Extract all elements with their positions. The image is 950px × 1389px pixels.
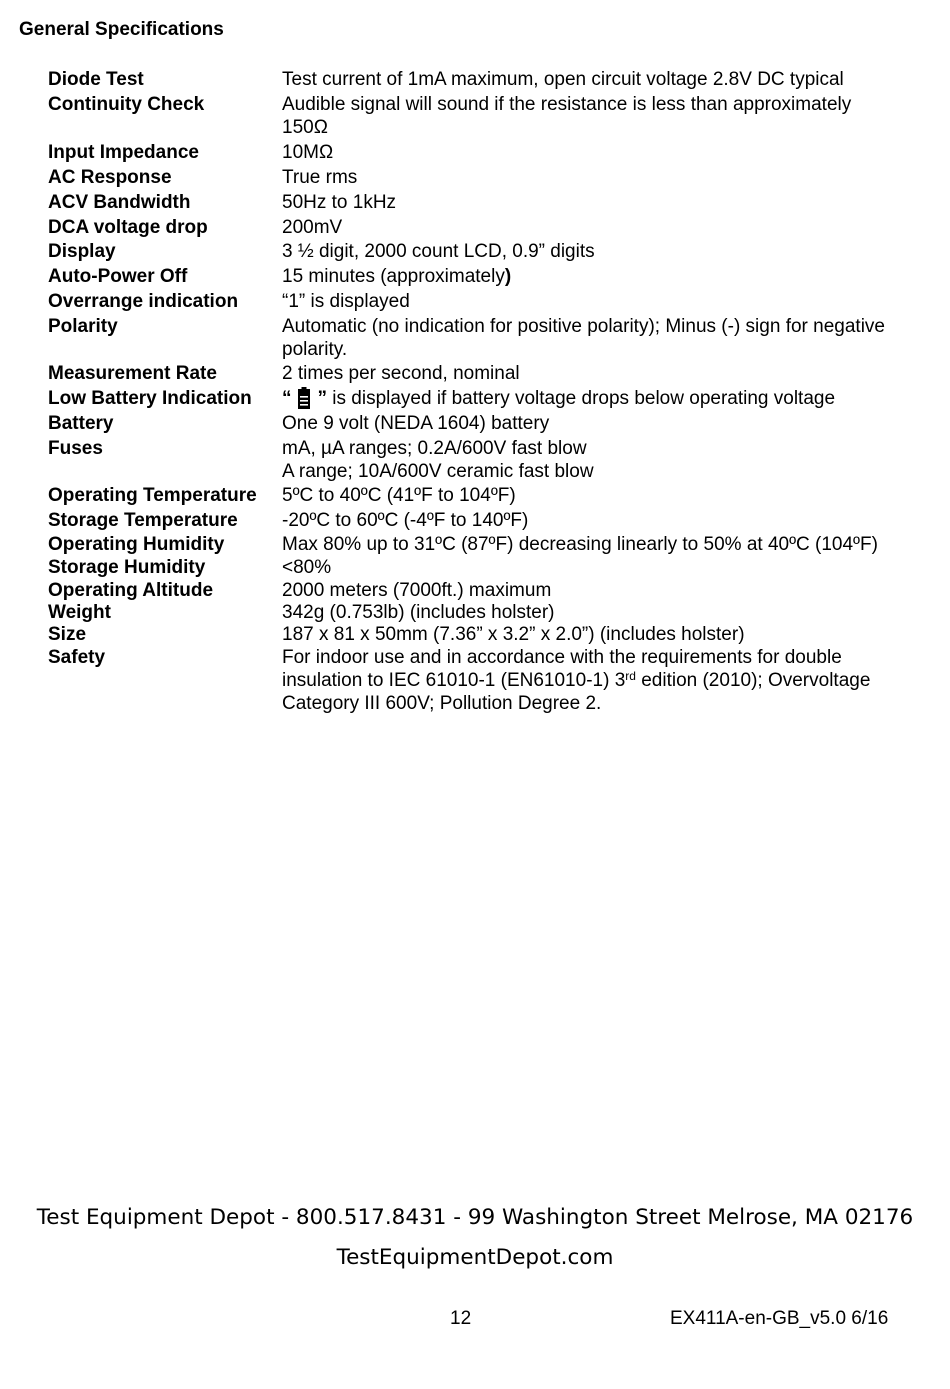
spec-label: Measurement Rate — [48, 363, 217, 384]
spec-value-line: Test current of 1mA maximum, open circuit voltage 2.8V DC typical — [282, 69, 844, 90]
spec-label: Storage Temperature — [48, 510, 238, 531]
spec-label: Battery — [48, 413, 114, 434]
spec-value-line: insulation to IEC 61010-1 (EN61010-1) 3 — [282, 670, 626, 691]
spec-value — [282, 412, 922, 435]
spec-value-line: True rms — [282, 167, 358, 188]
spec-value-line: A range; 10A/600V ceramic fast blow — [282, 461, 594, 482]
spec-value-line: 10MΩ — [282, 142, 334, 163]
spec-value-line: 200mV — [282, 217, 343, 238]
spec-value — [282, 484, 922, 507]
spec-value-line: 2000 meters (7000ft.) maximum — [282, 580, 552, 601]
footer-website: TestEquipmentDepot.com — [336, 1245, 614, 1270]
spec-label: Overrange indication — [48, 291, 239, 312]
spec-label: DCA voltage drop — [48, 217, 208, 238]
document-code: EX411A-en-GB_v5.0 6/16 — [670, 1308, 889, 1329]
spec-value — [282, 166, 922, 189]
spec-value — [282, 556, 922, 579]
spec-value-line: 150Ω — [282, 117, 328, 138]
spec-value-line: 2 times per second, nominal — [282, 363, 520, 384]
spec-value — [282, 93, 922, 139]
spec-value — [282, 387, 922, 410]
spec-label: AC Response — [48, 167, 172, 188]
spec-value-line: Max 80% up to 31ºC (87ºF) decreasing linearly to 50% at 40ºC (104ºF) — [282, 534, 878, 555]
spec-value — [282, 579, 922, 602]
close-quote: ” — [317, 388, 327, 409]
spec-value-line: 3 ½ digit, 2000 count LCD, 0.9” digits — [282, 241, 595, 262]
spec-value-line: mA, µA ranges; 0.2A/600V fast blow — [282, 438, 587, 459]
page-number: 12 — [450, 1308, 472, 1329]
spec-label: Weight — [48, 602, 111, 623]
spec-label: Low Battery Indication — [48, 388, 252, 409]
spec-value-line: 15 minutes (approximately — [282, 266, 505, 287]
spec-value-line: Category III 600V; Pollution Degree 2. — [282, 693, 602, 714]
spec-label: Size — [48, 624, 87, 645]
spec-value-line: Automatic (no indication for positive polarity); Minus (-) sign for negative — [282, 316, 885, 337]
spec-label: Auto-Power Off — [48, 266, 188, 287]
closing-paren: ) — [504, 266, 512, 287]
spec-value-line: “1” is displayed — [282, 291, 410, 312]
spec-label: ACV Bandwidth — [48, 192, 191, 213]
spec-label: Display — [48, 241, 116, 262]
spec-value — [282, 646, 922, 715]
spec-value — [282, 191, 922, 214]
spec-value — [282, 509, 922, 532]
section-title: General Specifications — [19, 19, 224, 40]
spec-value — [282, 362, 922, 385]
spec-label: Operating Humidity — [48, 534, 225, 555]
spec-label: Operating Temperature — [48, 485, 257, 506]
spec-value — [282, 290, 922, 313]
battery-low-icon — [298, 387, 310, 409]
spec-label: Storage Humidity — [48, 557, 206, 578]
spec-value — [282, 315, 922, 361]
spec-value — [282, 533, 922, 556]
spec-value — [282, 141, 922, 164]
spec-value-line-continued: edition (2010); Overvoltage — [635, 670, 871, 691]
spec-value-line: is displayed if battery voltage drops below operating voltage — [327, 388, 836, 409]
spec-value — [282, 623, 922, 646]
spec-value — [282, 437, 922, 483]
spec-value-line: Audible signal will sound if the resistance is less than approximately — [282, 94, 852, 115]
spec-value-line: 50Hz to 1kHz — [282, 192, 397, 213]
ordinal-superscript: rd — [625, 669, 636, 683]
spec-label: Polarity — [48, 316, 118, 337]
spec-value — [282, 265, 922, 288]
spec-label: Diode Test — [48, 69, 144, 90]
spec-value — [282, 68, 922, 91]
spec-value-line: polarity. — [282, 339, 348, 360]
spec-value-line: 342g (0.753lb) (includes holster) — [282, 602, 555, 623]
spec-value — [282, 216, 922, 239]
open-quote: “ — [282, 388, 292, 409]
spec-value-line: 187 x 81 x 50mm (7.36” x 3.2” x 2.0”) (includes holster) — [282, 624, 745, 645]
spec-label: Fuses — [48, 438, 103, 459]
spec-label: Safety — [48, 647, 106, 668]
spec-label: Operating Altitude — [48, 580, 214, 601]
spec-value-line: -20ºC to 60ºC (-4ºF to 140ºF) — [282, 510, 529, 531]
spec-value — [282, 601, 922, 624]
spec-label: Input Impedance — [48, 142, 199, 163]
spec-value-line: <80% — [282, 557, 332, 578]
spec-value-line: For indoor use and in accordance with the requirements for double — [282, 647, 842, 668]
spec-value-line: One 9 volt (NEDA 1604) battery — [282, 413, 550, 434]
spec-value-line: 5ºC to 40ºC (41ºF to 104ºF) — [282, 485, 516, 506]
footer-contact-line: Test Equipment Depot - 800.517.8431 - 99 Washington Street Melrose, MA 02176 — [36, 1205, 914, 1230]
spec-value — [282, 240, 922, 263]
spec-label: Continuity Check — [48, 94, 205, 115]
